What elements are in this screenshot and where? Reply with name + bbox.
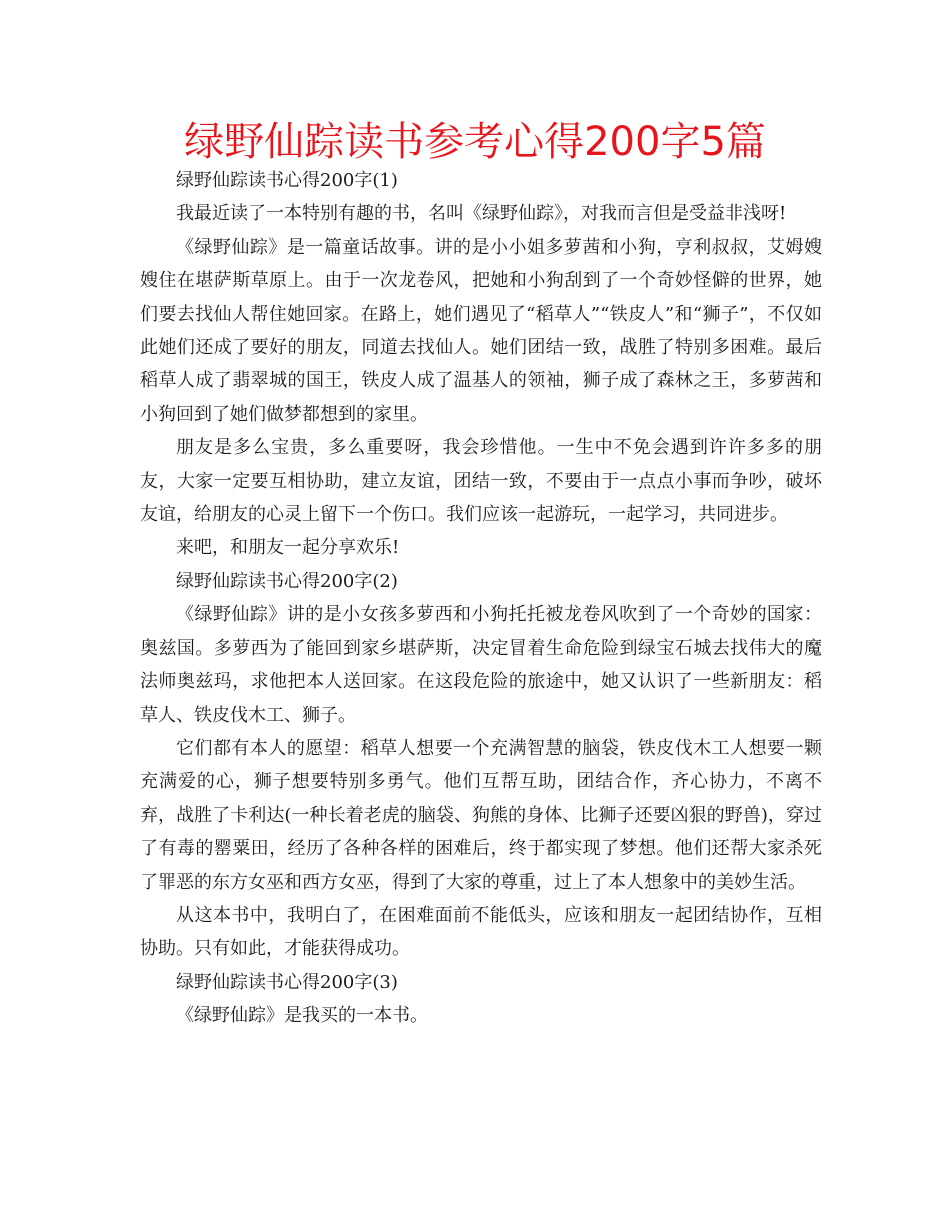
paragraph: 朋友是多么宝贵，多么重要呀，我会珍惜他。一生中不免会遇到许许多多的朋友，大家一定要互相协助，建立友谊，团结一致，不要由于一点点小事而争吵，破坏友谊，给朋友的心灵上留下一个伤口。我们应该一起游玩，一起学习，共同进步。 — [140, 437, 822, 526]
paragraph: 《绿野仙踪》是我买的一本书。 — [176, 1005, 428, 1027]
paragraph: 来吧，和朋友一起分享欢乐! — [176, 537, 400, 559]
section-heading-3: 绿野仙踪读书心得200字(3) — [176, 971, 398, 993]
document-title: 绿野仙踪读书参考心得200字5篇 — [184, 119, 766, 165]
paragraph: 《绿野仙踪》讲的是小女孩多萝西和小狗托托被龙卷风吹到了一个奇妙的国家：奥兹国。多萝西为了能回到家乡堪萨斯，决定冒着生命危险到绿宝石城去找伟大的魔法师奥兹玛，求他把本人送回家。在这段危险的旅途中，她又认识了一些新朋友：稻草人、铁皮伐木工、狮子。 — [140, 604, 822, 726]
paragraph: 我最近读了一本特别有趣的书，名叫《绿野仙踪》，对我而言但是受益非浅呀! — [176, 203, 787, 225]
paragraph: 从这本书中，我明白了，在困难面前不能低头，应该和朋友一起团结协作，互相协助。只有如此，才能获得成功。 — [140, 904, 822, 960]
document-body — [140, 164, 822, 1033]
section-heading-1: 绿野仙踪读书心得200字(1) — [176, 170, 398, 191]
section-heading-2: 绿野仙踪读书心得200字(2) — [176, 570, 398, 592]
paragraph: 《绿野仙踪》是一篇童话故事。讲的是小小姐多萝茜和小狗，亨利叔叔，艾姆嫂嫂住在堪萨斯草原上。由于一次龙卷风，把她和小狗刮到了一个奇妙怪僻的世界，她们要去找仙人帮住她回家。在路上，她们遇见了“稻草人”“铁皮人”和“狮子”，不仅如此她们还成了要好的朋友，同道去找仙人。她们团结一致，战胜了特别多困难。最后稻草人成了翡翠城的国王，铁皮人成了温基人的领袖，狮子成了森林之王，多萝茜和小狗回到了她们做梦都想到的家里。 — [140, 236, 822, 425]
paragraph: 它们都有本人的愿望：稻草人想要一个充满智慧的脑袋，铁皮伐木工人想要一颗充满爱的心，狮子想要特别多勇气。他们互帮互助，团结合作，齐心协力，不离不弃，战胜了卡利达(一种长着老虎的脑袋、狗熊的身体、比狮子还要凶狠的野兽)，穿过了有毒的罂粟田，经历了各种各样的困难后，终于都实现了梦想。他们还帮大家杀死了罪恶的东方女巫和西方女巫，得到了大家的尊重，过上了本人想象中的美妙生活。 — [140, 737, 822, 893]
